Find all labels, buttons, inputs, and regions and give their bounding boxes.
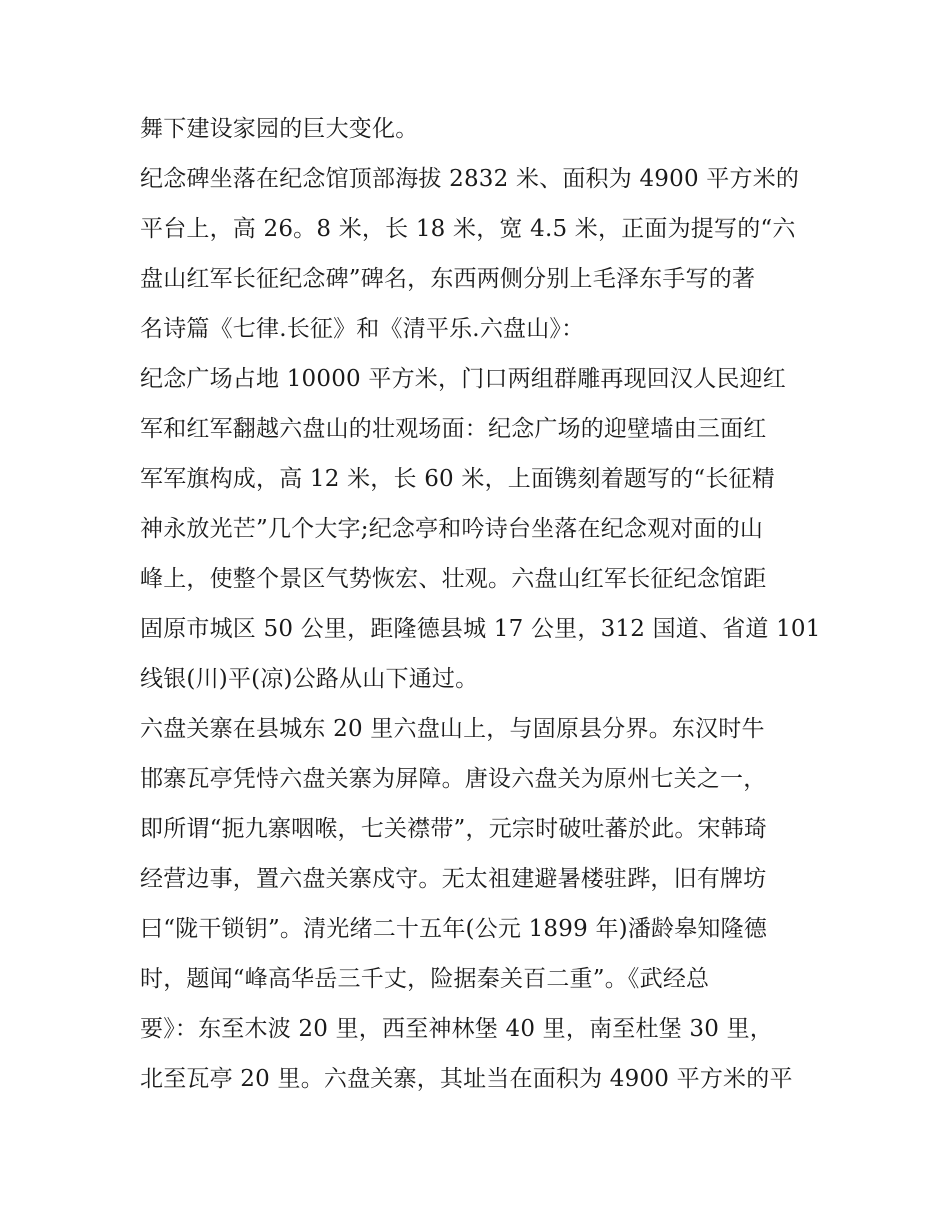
text-line: 六盘关寨在县城东 20 里六盘山上，与固原县分界。东汉时牛 [140,716,765,742]
text-line: 神永放光芒”几个大字;纪念亭和吟诗台坐落在纪念观对面的山 [140,516,764,542]
text-line: 舞下建设家园的巨大变化。 [140,116,419,142]
text-line: 纪念广场占地 10000 平方米，门口两组群雕再现回汉人民迎红 [140,366,786,392]
text-line: 线银(川)平(凉)公路从山下通过。 [140,666,479,692]
text-line: 军军旗构成，高 12 米，长 60 米，上面镌刻着题写的“长征精 [140,466,775,492]
text-line: 曰“陇干锁钥”。清光绪二十五年(公元 1899 年)潘龄皋知隆德 [140,916,768,942]
text-line: 要》：东至木波 20 里，西至神林堡 40 里，南至杜堡 30 里， [140,1016,773,1042]
text-line: 平台上，高 26。8 米，长 18 米，宽 4.5 米，正面为提写的“六 [140,216,796,242]
text-line: 即所谓“扼九寨咽喉，七关襟带”，元宗时破吐蕃於此。宋韩琦 [140,816,768,842]
text-line: 军和红军翻越六盘山的壮观场面：纪念广场的迎壁墙由三面红 [140,416,767,442]
body-text [140,104,820,1104]
text-line: 盘山红军长征纪念碑”碑名，东西两侧分别上毛泽东手写的著 [140,266,756,292]
text-line: 固原市城区 50 公里，距隆德县城 17 公里，312 国道、省道 101 [140,616,821,642]
text-line: 名诗篇《七律.长征》和《清平乐.六盘山》： [140,316,585,342]
text-line: 峰上，使整个景区气势恢宏、壮观。六盘山红军长征纪念馆距 [140,566,767,592]
text-line: 经营边事，置六盘关寨戍守。无太祖建避暑楼驻跸，旧有牌坊 [140,866,767,892]
text-line: 时，题闻“峰高华岳三千丈，险据秦关百二重”。《武经总 [140,966,710,992]
text-line: 北至瓦亭 20 里。六盘关寨，其址当在面积为 4900 平方米的平 [140,1066,793,1092]
text-line: 纪念碑坐落在纪念馆顶部海拔 2832 米、面积为 4900 平方米的 [140,166,800,192]
text-line: 邯寨瓦亭凭恃六盘关寨为屏障。唐设六盘关为原州七关之一， [140,766,767,792]
